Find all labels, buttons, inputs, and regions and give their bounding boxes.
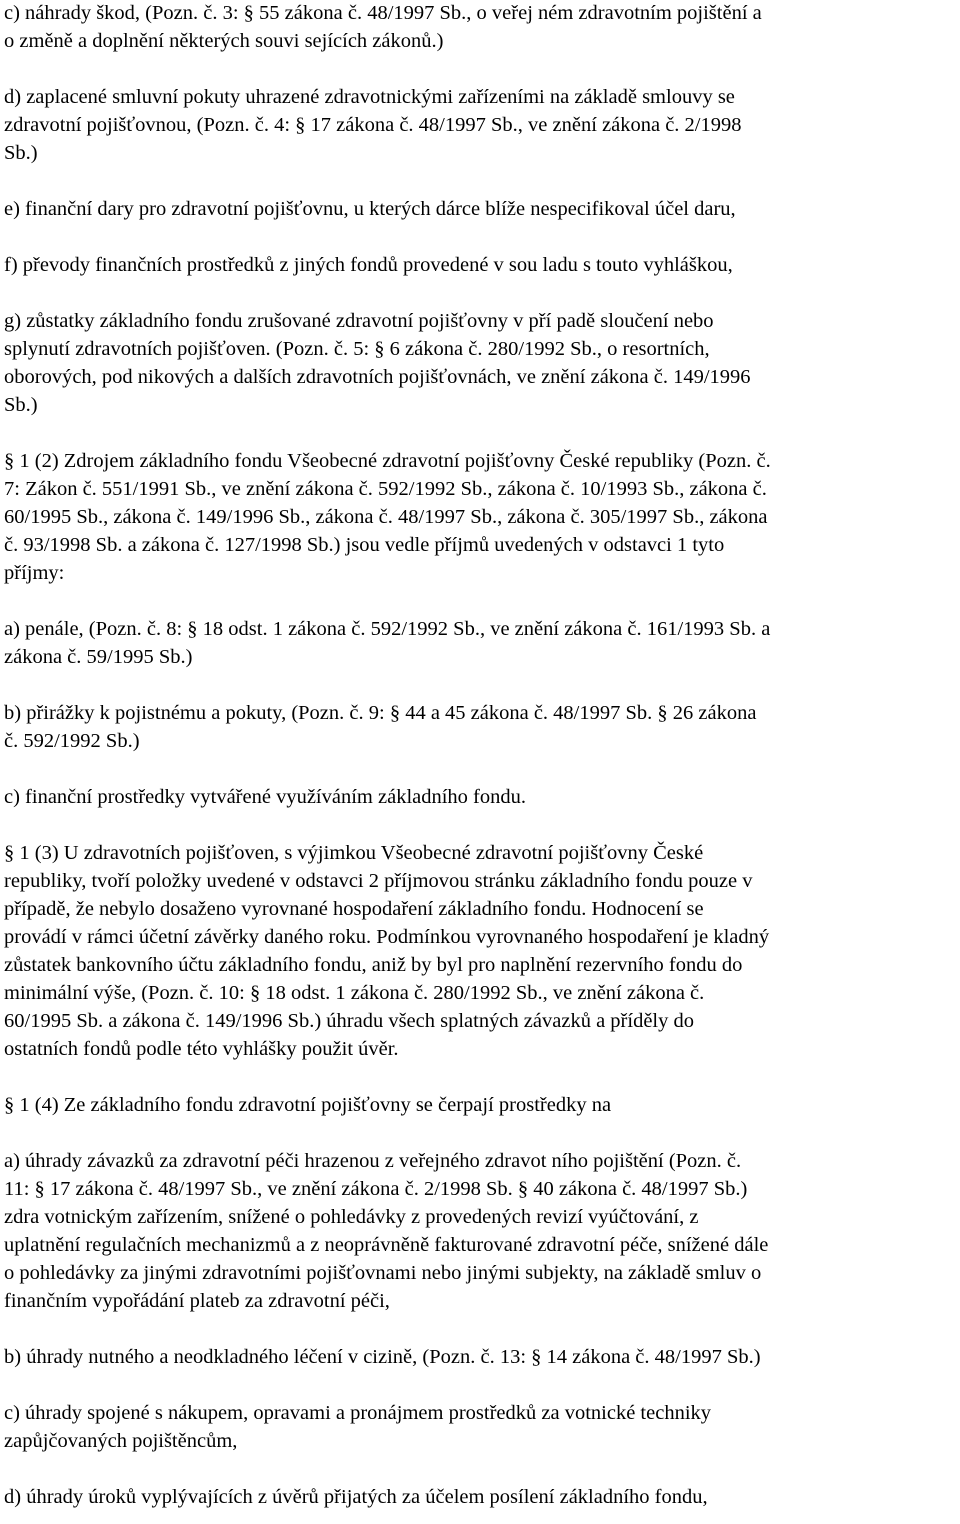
text-line: 60/1995 Sb., zákona č. 149/1996 Sb., zákona č. 48/1997 Sb., zákona č. 305/1997 Sb., zákona bbox=[4, 506, 768, 528]
text-line: případě, že nebylo dosaženo vyrovnané hospodaření základního fondu. Hodnocení se bbox=[4, 898, 704, 920]
text-line: c) úhrady spojené s nákupem, opravami a pronájmem prostředků za votnické techniky bbox=[4, 1402, 712, 1424]
text-line: a) penále, (Pozn. č. 8: § 18 odst. 1 zákona č. 592/1992 Sb., ve znění zákona č. 161/1993 Sb. a bbox=[4, 618, 771, 640]
text-line: uplatnění regulačních mechanizmů a z neoprávněně fakturované zdravotní péče, snížené dále bbox=[4, 1234, 769, 1256]
text-line: minimální výše, (Pozn. č. 10: § 18 odst. 1 zákona č. 280/1992 Sb., ve znění zákona č. bbox=[4, 982, 705, 1004]
text-line: 11: § 17 zákona č. 48/1997 Sb., ve znění zákona č. 2/1998 Sb. § 40 zákona č. 48/1997 Sb.) bbox=[4, 1178, 748, 1200]
text-line: č. 93/1998 Sb. a zákona č. 127/1998 Sb.) jsou vedle příjmů uvedených v odstavci 1 tyto bbox=[4, 534, 725, 556]
text-line: b) přirážky k pojistnému a pokuty, (Pozn. č. 9: § 44 a 45 zákona č. 48/1997 Sb. § 26 zákona bbox=[4, 702, 757, 724]
text-line: e) finanční dary pro zdravotní pojišťovnu, u kterých dárce blíže nespecifikoval účel daru, bbox=[4, 198, 736, 220]
text-line: d) úhrady úroků vyplývajících z úvěrů přijatých za účelem posílení základního fondu, bbox=[4, 1486, 708, 1508]
text-line: finančním vypořádání plateb za zdravotní péči, bbox=[4, 1290, 390, 1312]
text-line: c) náhrady škod, (Pozn. č. 3: § 55 zákona č. 48/1997 Sb., o veřej ném zdravotním pojištění a bbox=[4, 2, 762, 24]
text-line: o změně a doplnění některých souvi sejících zákonů.) bbox=[4, 30, 444, 52]
text-line: zůstatek bankovního účtu základního fondu, aniž by byl pro naplnění rezervního fondu do bbox=[4, 954, 743, 976]
text-line: a) úhrady závazků za zdravotní péči hrazenou z veřejného zdravot ního pojištění (Pozn. č. bbox=[4, 1150, 742, 1172]
text-line: § 1 (2) Zdrojem základního fondu Všeobecné zdravotní pojišťovny České republiky (Pozn. č. bbox=[4, 450, 771, 472]
text-line: Sb.) bbox=[4, 142, 38, 164]
text-line: příjmy: bbox=[4, 562, 65, 584]
text-line: b) úhrady nutného a neodkladného léčení v cizině, (Pozn. č. 13: § 14 zákona č. 48/1997 Sb.) bbox=[4, 1346, 761, 1368]
text-line: č. 592/1992 Sb.) bbox=[4, 730, 140, 752]
text-line: c) finanční prostředky vytvářené využíváním základního fondu. bbox=[4, 786, 527, 808]
text-line: Sb.) bbox=[4, 394, 38, 416]
text-line: zákona č. 59/1995 Sb.) bbox=[4, 646, 193, 668]
text-line: 60/1995 Sb. a zákona č. 149/1996 Sb.) úhradu všech splatných závazků a příděly do bbox=[4, 1010, 694, 1032]
text-line: f) převody finančních prostředků z jiných fondů provedené v sou ladu s touto vyhláškou, bbox=[4, 254, 733, 276]
text-line: provádí v rámci účetní závěrky daného roku. Podmínkou vyrovnaného hospodaření je kladný bbox=[4, 926, 770, 948]
text-line: g) zůstatky základního fondu zrušované zdravotní pojišťovny v pří padě sloučení nebo bbox=[4, 310, 714, 332]
text-line: ostatních fondů podle této vyhlášky použit úvěr. bbox=[4, 1038, 399, 1060]
text-line: 7: Zákon č. 551/1991 Sb., ve znění zákona č. 592/1992 Sb., zákona č. 10/1993 Sb., zákona č. bbox=[4, 478, 767, 500]
text-line: republiky, tvoří položky uvedené v odstavci 2 příjmovou stránku základního fondu pouze v bbox=[4, 870, 753, 892]
text-line: splynutí zdravotních pojišťoven. (Pozn. č. 5: § 6 zákona č. 280/1992 Sb., o resortních, bbox=[4, 338, 710, 360]
text-line: o pohledávky za jinými zdravotními pojišťovnami nebo jinými subjekty, na základě smluv o bbox=[4, 1262, 762, 1284]
text-line: d) zaplacené smluvní pokuty uhrazené zdravotnickými zařízeními na základě smlouvy se bbox=[4, 86, 735, 108]
text-line: § 1 (4) Ze základního fondu zdravotní pojišťovny se čerpají prostředky na bbox=[4, 1094, 612, 1116]
text-line: § 1 (3) U zdravotních pojišťoven, s výjimkou Všeobecné zdravotní pojišťovny České bbox=[4, 842, 704, 864]
text-line: zdra votnickým zařízením, snížené o pohledávky z provedených revizí vyúčtování, z bbox=[4, 1206, 699, 1228]
text-line: zdravotní pojišťovnou, (Pozn. č. 4: § 17 zákona č. 48/1997 Sb., ve znění zákona č. 2/1998 bbox=[4, 114, 742, 136]
text-line: oborových, pod nikových a dalších zdravotních pojišťovnách, ve znění zákona č. 149/1996 bbox=[4, 366, 751, 388]
text-line: zapůjčovaných pojištěncům, bbox=[4, 1430, 238, 1452]
